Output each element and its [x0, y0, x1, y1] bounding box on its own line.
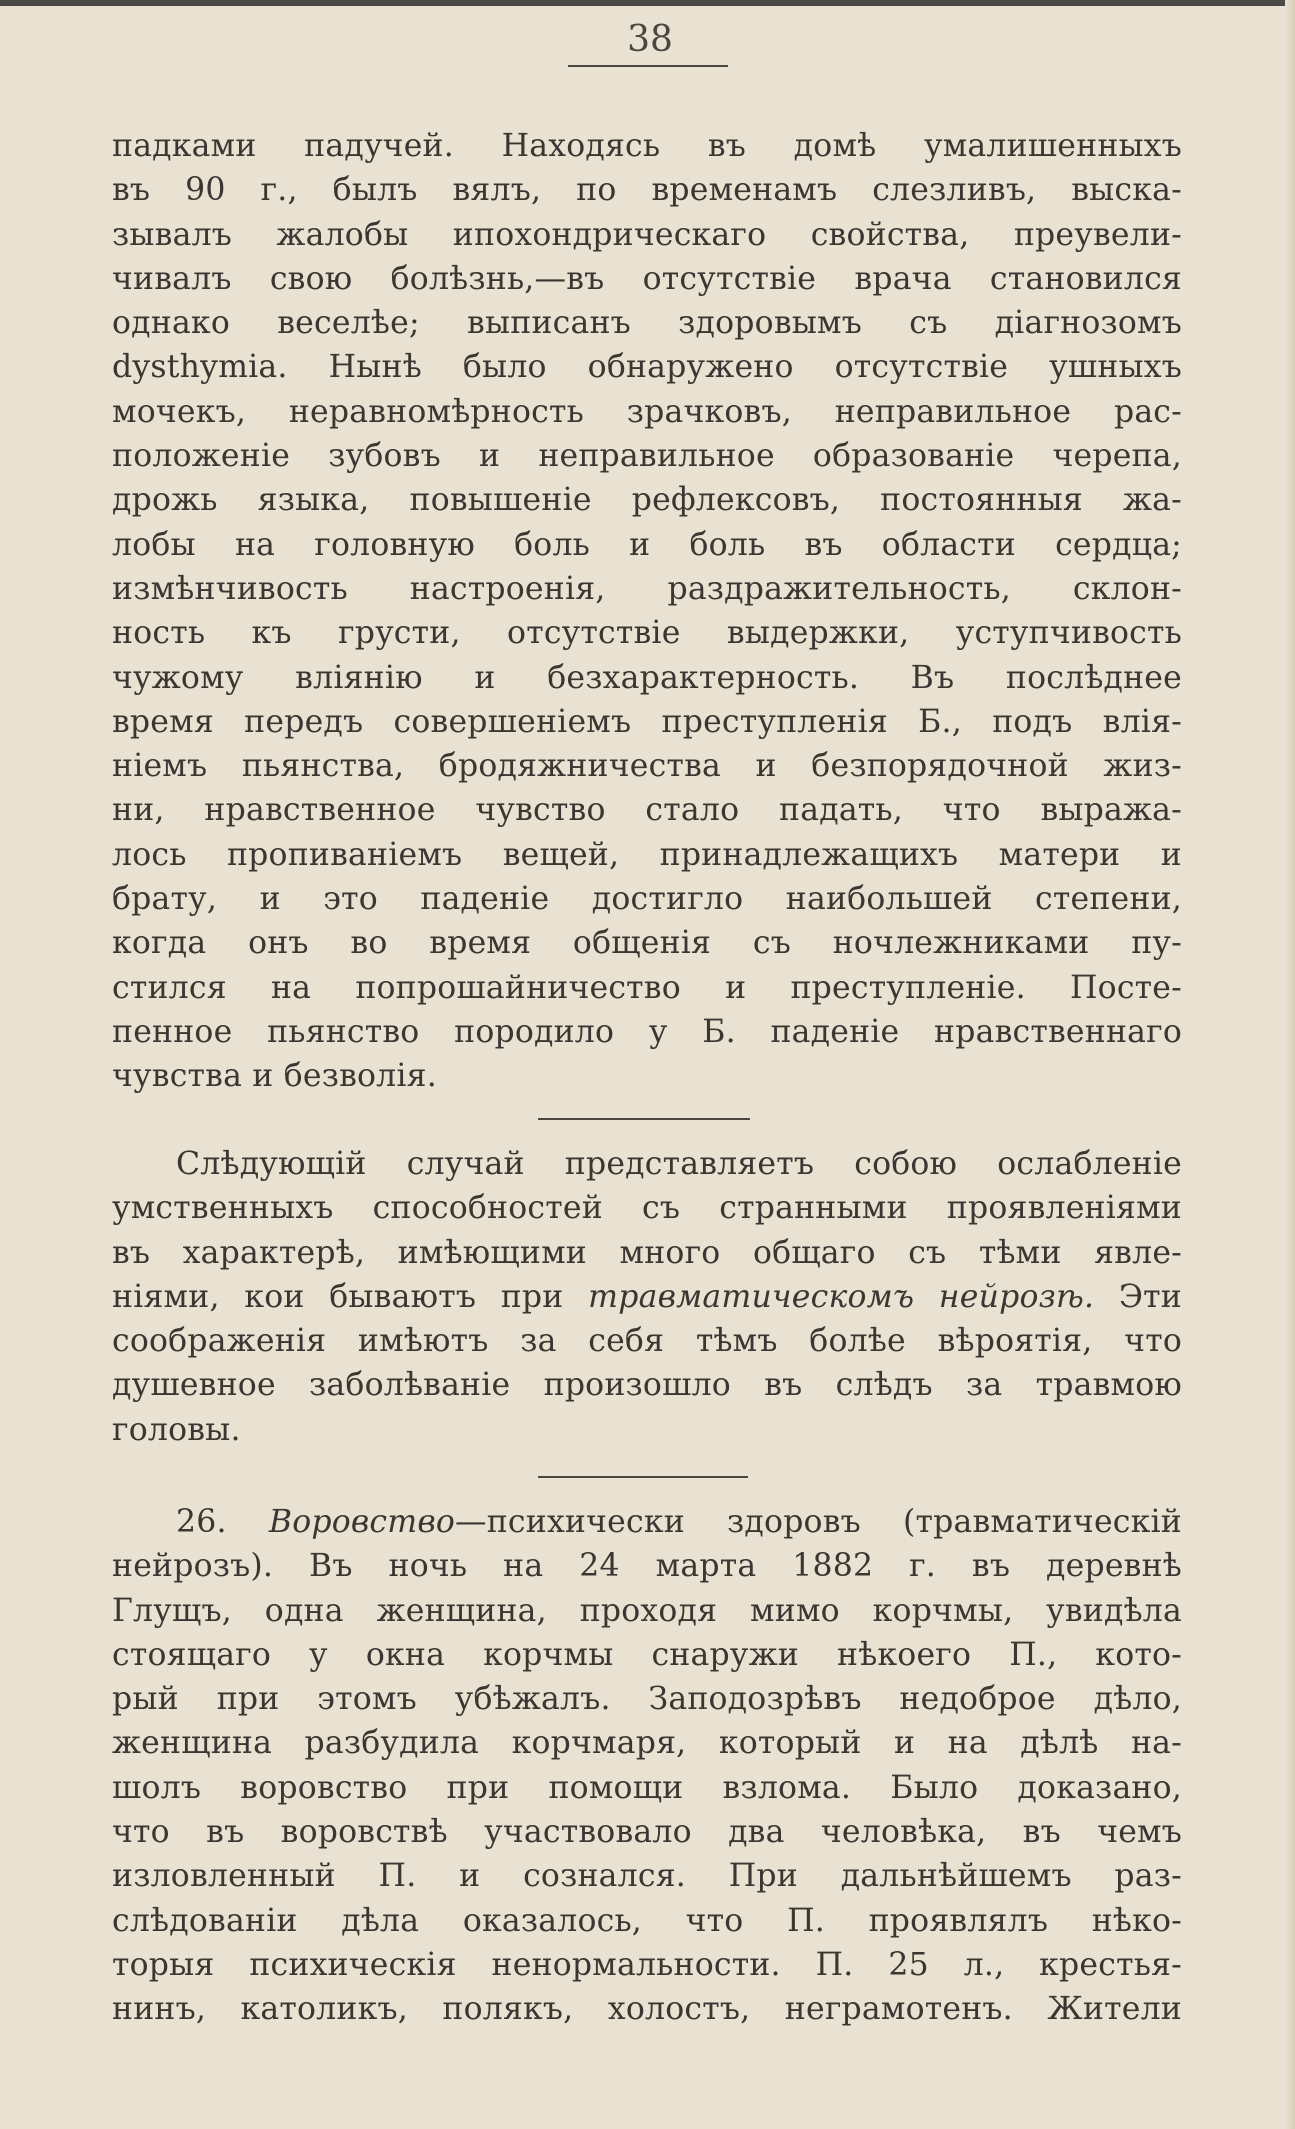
text-line: чивалъ свою болѣзнь,—въ отсутствіе врача становился	[112, 260, 1182, 297]
paragraph-introduction	[112, 1142, 1182, 1452]
text-line: мочекъ, неравномѣрность зрачковъ, неправильное рас-	[112, 393, 1182, 430]
text-line: слѣдованіи дѣла оказалось, что П. проявлялъ нѣко-	[112, 1902, 1182, 1939]
paragraph-case-26	[112, 1500, 1182, 2032]
text-line: брату, и это паденіе достигло наибольшей степени,	[112, 881, 1182, 918]
text-line: однако веселѣе; выписанъ здоровымъ съ діагнозомъ	[112, 305, 1182, 342]
text-line: Глущъ, одна женщина, проходя мимо корчмы, увидѣла	[112, 1592, 1182, 1629]
page-number-underline	[568, 65, 728, 67]
text-line	[112, 1275, 1182, 1319]
text-line: зывалъ жалобы ипохондрическаго свойства, преувели-	[112, 216, 1182, 253]
text-line: измѣнчивость настроенія, раздражительность, склон-	[112, 570, 1182, 607]
text-line: чувства и безволія.	[112, 1058, 437, 1095]
text-line: Слѣдующій случай представляетъ собою ослабленіе	[176, 1146, 1182, 1182]
text-segment: ніями, кои бываютъ при	[112, 1278, 589, 1315]
text-segment: Эти	[1094, 1278, 1182, 1315]
text-line: ни, нравственное чувство стало падать, что выража-	[112, 792, 1182, 829]
text-line: стился на попрошайничество и преступленіе. Посте-	[112, 969, 1182, 1006]
text-line: въ характерѣ, имѣющими много общаго съ тѣми явле-	[112, 1234, 1182, 1271]
section-separator	[538, 1476, 748, 1478]
text-line	[112, 1500, 1182, 1544]
text-line: рый при этомъ убѣжалъ. Заподозрѣвъ недоброе дѣло,	[112, 1681, 1182, 1718]
italic-term: травматическомъ нейрозѣ.	[588, 1278, 1095, 1315]
paragraph-continued-case	[112, 124, 1182, 1099]
text-line: дрожь языка, повышеніе рефлексовъ, постоянныя жа-	[112, 482, 1182, 519]
page-number: 38	[627, 19, 673, 60]
text-line: ніемъ пьянства, бродяжничества и безпорядочной жиз-	[112, 748, 1182, 785]
text-line: время передъ совершеніемъ преступленія Б., подъ влія-	[112, 703, 1182, 740]
text-line: нейрозъ). Въ ночь на 24 марта 1882 г. въ деревнѣ	[112, 1548, 1182, 1585]
text-line: торыя психическія ненормальности. П. 25 л., крестья-	[112, 1946, 1182, 1983]
text-line: чужому вліянію и безхарактерность. Въ послѣднее	[112, 659, 1182, 696]
text-line: когда онъ во время общенія съ ночлежниками пу-	[112, 925, 1182, 962]
text-line: падками падучей. Находясь въ домѣ умалишенныхъ	[112, 128, 1182, 164]
text-line: лось пропиваніемъ вещей, принадлежащихъ матери и	[112, 836, 1182, 873]
text-line: ность къ грусти, отсутствіе выдержки, уступчивость	[112, 615, 1182, 652]
text-line: женщина разбудила корчмаря, который и на дѣлѣ на-	[112, 1725, 1182, 1762]
text-line: головы.	[112, 1411, 241, 1448]
text-line: умственныхъ способностей съ странными проявленіями	[112, 1190, 1182, 1227]
text-line: лобы на головную боль и боль въ области сердца;	[112, 526, 1182, 563]
case-title: Воровство	[268, 1504, 456, 1540]
section-separator	[538, 1118, 750, 1120]
text-segment: —психически здоровъ (травматическій	[455, 1504, 1182, 1540]
text-line: шолъ воровство при помощи взлома. Было доказано,	[112, 1769, 1182, 1806]
text-line: въ 90 г., былъ вялъ, по временамъ слезливъ, выска-	[112, 172, 1182, 209]
case-number: 26.	[176, 1504, 227, 1540]
text-line: пенное пьянство породило у Б. паденіе нравственнаго	[112, 1013, 1182, 1050]
text-line: стоящаго у окна корчмы снаружи нѣкоего П., кото-	[112, 1636, 1182, 1673]
text-line: нинъ, католикъ, полякъ, холостъ, неграмотенъ. Жители	[112, 1991, 1182, 2028]
text-line: dysthymia. Нынѣ было обнаружено отсутствіе ушныхъ	[112, 349, 1182, 386]
text-line: положеніе зубовъ и неправильное образованіе черепа,	[112, 438, 1182, 475]
text-line: соображенія имѣютъ за себя тѣмъ болѣе вѣроятія, что	[112, 1323, 1182, 1360]
text-line: душевное заболѣваніе произошло въ слѣдъ за травмою	[112, 1367, 1182, 1404]
text-line: что въ воровствѣ участвовало два человѣка, въ чемъ	[112, 1814, 1182, 1851]
text-line: изловленный П. и сознался. При дальнѣйшемъ раз-	[112, 1858, 1182, 1895]
